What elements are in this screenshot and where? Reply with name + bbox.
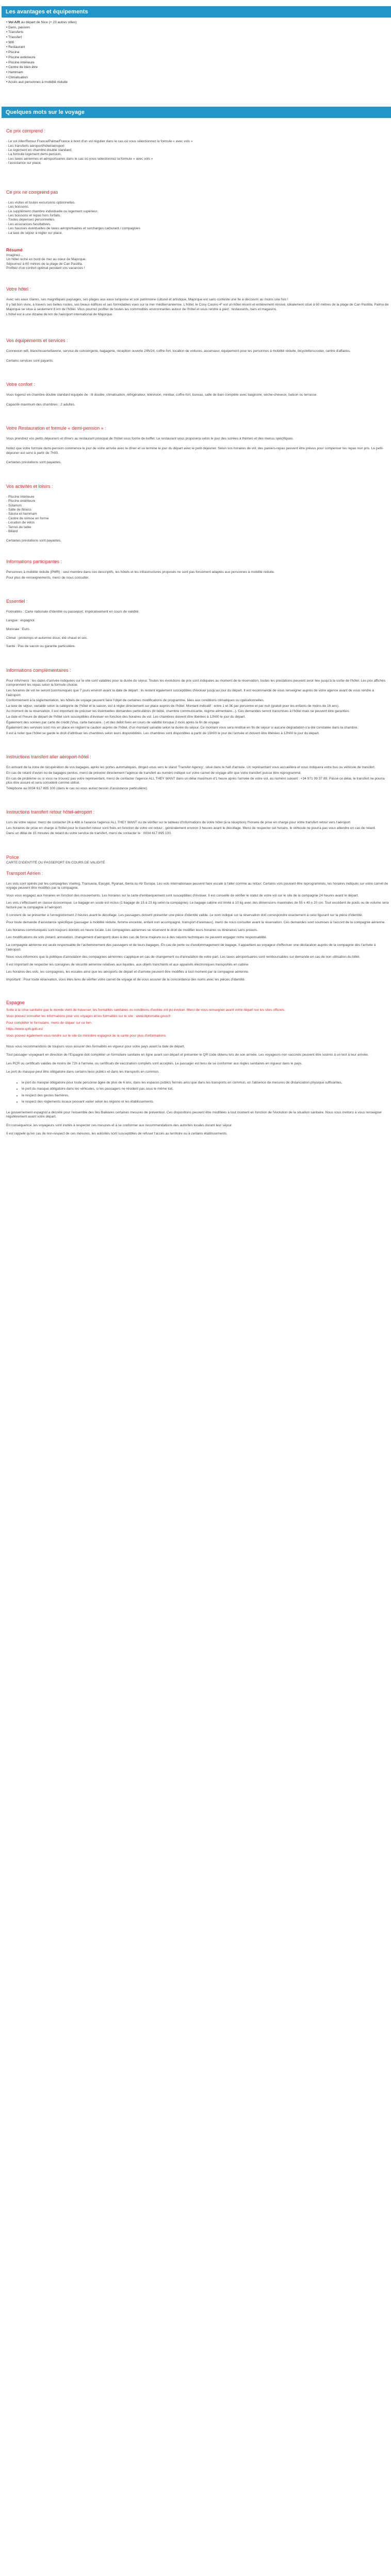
paragraph: Vous logerez en chambre double standard équipée de : lit double, climatisation, réfrigérateur, télévision, minibar, coffre-fort, bureau, salle de bain complète avec baignoire, sèche-cheveux, balcon ou terrasse. — [6, 393, 318, 397]
section-heading: Ce prix ne comprend pas — [6, 189, 58, 195]
paragraph: Tout passager voyageant en direction de l'Espagne doit compléter un formulaire sanitaire en ligne avant son départ et présenter le QR code obtenu lors de son arrivée. Les voyageurs non vaccinés peuvent être soumis à un test à leur arrivée. — [6, 1053, 369, 1057]
paragraph: Les vols s'effectuent en classe économique. Le bagage en soute est inclus (1 bagage de 15 à 23 kg selon la compagnie). Le bagage cabine est limité à 10 kg avec des dimensions maximales de 55 x 40 x 20 cm. Tout excédent de poids ou de volume sera facturé par la compagnie à l'aéroport. — [6, 901, 389, 910]
text-line: - Salle de fitness — [6, 507, 31, 512]
equipment-item-text: Centre de bien-être — [8, 65, 38, 70]
equipment-item-text: Piscine extérieure — [8, 55, 36, 59]
equipment-item-text: Transfert — [8, 36, 22, 40]
text-line: - Les boissons et repas hors forfaits. — [6, 213, 61, 217]
paragraph: Les horaires des vols, les compagnies, les escales ainsi que les aéroports de départ et d'arrivée peuvent être modifiés à tout moment par la compagnie aérienne. — [6, 970, 249, 974]
equipment-item: • Transferts — [6, 30, 24, 35]
paragraph: Les modifications de vols (retard, annulation, changement d'aéroport) dues à des cas de force majeure ou à des raisons techniques ne peuvent engager notre responsabilité. — [6, 936, 267, 940]
equipments-title: Les avantages et équipements — [6, 9, 88, 15]
spain-bullet: • le respect des règlements locaux pouvant varier selon les régions et les établissements. — [22, 1100, 389, 1104]
equipment-item: • Climatisation — [6, 75, 28, 79]
paragraph: Le port du masque peut être obligatoire dans certains lieux publics et dans les transports en commun. — [6, 1070, 159, 1074]
paragraph: Il est important de respecter les consignes de sécurité aérienne relatives aux liquides, aux objets tranchants et aux appareils électroniques transportés en cabine. — [6, 962, 249, 967]
text-line: - La formule logement demi-pension, — [6, 152, 62, 157]
equipment-item-text: Hammam — [8, 70, 23, 74]
text-line: - Les visites et toutes excursions optionnelles. — [6, 200, 76, 205]
red-note: Vous pouvez consulter les informations pour vos voyages et les formalités sur le site : www.diplomatie.gouv.fr — [6, 1014, 171, 1019]
paragraph: Avec ses eaux claires, ses magnifiques paysages, ses plages aux eaux turquoise et son patrimoine culturel et artistique, Majorque est sans conteste une île à découvrir au moins une fois ! — [6, 297, 288, 301]
price-includes — [6, 140, 389, 165]
text-line: - Le supplément chambre individuelle ou logement supérieur. — [6, 209, 99, 213]
paragraph: La taxe de séjour, variable selon la catégorie de l'hôtel et la saison, est à régler directement sur place auprès de l'hôtel. Montant indicatif : entre 1 et 3€ par personne et par nuit (gratuit pour les enfants de moins de 16 ans). — [6, 704, 339, 708]
paragraph: Nous vous recommandons de toujours vous assurer des formalités en vigueur pour votre pays avant la date de départ. — [6, 1044, 185, 1048]
complementary — [6, 679, 389, 736]
paragraph: Pour info/merci : les dates d'arrivée indiquées sur le site sont valables pour la durée du séjour. Toutes les évolutions de prix sont indiquées au moment de la réservation, toutes les prestations peuvent avoir lieu jusqu'à la sortie de l'hôtel. Les prix affichés comprennent les repas selon la formule choisie. — [6, 679, 386, 687]
equipment-item: • Accès aux personnes à mobilité réduite — [6, 80, 68, 84]
paragraph: Conformément à la réglementation, les hôtels de voyage peuvent faire l'objet de certaines modifications de programme, liées aux conditions climatiques ou opérationnelles. — [6, 699, 265, 703]
section-heading: Votre hôtel : — [6, 286, 31, 292]
equipment-item: • Piscine extérieure — [6, 55, 36, 59]
paragraph: En arrivant de la zone de récupération de vos bagages, après les portes automatiques, dirigez-vous vers le stand 'Transfer Agency', situé dans le hall d'arrivée. Un représentant vous accueillera et vous indiquera votre bus ou véhicule de transfert. — [6, 766, 376, 770]
voyage-title: Quelques mots sur le voyage — [6, 109, 85, 116]
text-line: - l'assistance sur place. — [6, 161, 42, 165]
paragraph: Certaines prestations sont payantes. — [6, 461, 62, 465]
equipment-item: • Piscine intérieure — [6, 60, 35, 64]
paragraph: En cas de problème ou si vous ne trouvez pas votre représentant, merci de contacter l'agence ALL THEY WANT dans un délai maximum d'1 heure après l'arrivée de votre vol, au numéro suivant : +34 971 09 37 89. Passé ce délai, le transfert ne pourra plus être assuré et sera considéré comme utilisé. — [6, 776, 385, 785]
text-line: - Centre de remise en forme — [6, 516, 49, 520]
equipment-item: • Dans, passion — [6, 25, 30, 29]
comfort — [6, 393, 389, 407]
paragraph: La compagnie aérienne est seule responsable de l'acheminement des passagers et de leurs bagages. En cas de perte ou d'endommagement de bagage, il appartient au voyageur d'effectuer une déclaration auprès de la compagnie dès l'arrivée à l'aéroport. — [6, 943, 376, 952]
section-heading: Transport Aérien : — [6, 870, 43, 876]
section-heading: Votre confort : — [6, 382, 36, 387]
paragraph: Pour plus de renseignements, merci de nous consulter. — [6, 575, 89, 580]
section-heading: Vos activités et loisirs : — [6, 483, 53, 489]
paragraph: Lors de votre séjour, merci de contacter 24 à 48h à l'avance l'agence ALL THEY WANT ou de vérifier sur le tableau d'informations de votre hôtel (à la réception) l'horaire de prise en charge pour votre transfert retour vers l'aéroport. — [6, 821, 351, 825]
paragraph: CARTE D'IDENTITÉ OU PASSEPORT EN COURS DE VALIDITÉ — [6, 861, 105, 865]
text-line: - Les transferts aéroport/hôtel/aéroport — [6, 144, 64, 148]
paragraph: La date et l'heure de départ de l'hôtel sont susceptibles d'évoluer en fonction des horaires de vol. Les chambres doivent être libérées à 12h00 le jour du départ. — [6, 715, 246, 719]
paragraph: Il est à noter que l'hôtel se garde le droit d'attribuer les chambres selon leurs disponibilités. Les chambres sont disponibles à partir de 15h00 le jour de l'arrivée et doivent être libérées à 12h00 le jour du départ. — [6, 731, 320, 735]
paragraph: Les horaires communiqués sont toujours donnés en heure locale. Les compagnies aériennes se réservent le droit de modifier leurs horaires ou itinéraires sans préavis. — [6, 928, 258, 932]
text-line: - Le logement en chambre double standard, — [6, 148, 72, 152]
paragraph: Les vols sont opérés par les compagnies Vueling, Transavia, Easyjet, Ryanair, Iberia ou Air Europa. Les vols internationaux peuvent faire escale à l'aller comme au retour. Certains vols pouvant être reprogrammés, les horaires indiqués sur votre carnet de voyage peuvent être modifiés par la compagnie. — [6, 882, 388, 890]
paragraph: Il convient de se présenter à l'enregistrement 2 heures avant le décollage. Les passagers doivent présenter une pièce d'identité valide. Le nom indiqué sur la réservation doit correspondre exactement à celui figurant sur la pièce d'identité. — [6, 913, 363, 917]
red-note: Suite à la crise sanitaire que le monde vient de traverser, les formalités sanitaires ou conditions d'entrée ont pu évoluer. Merci de vous renseigner avant votre départ sur les sites officiels. — [6, 1008, 286, 1012]
hotel — [6, 298, 389, 317]
text-line: Profitez d'un confort optimal pendant vos vacances ! — [6, 266, 85, 270]
equipment-item-text: Wifi — [8, 40, 14, 44]
section-heading: Instructions transfert retour hôtel-aéroport : — [6, 809, 95, 815]
paragraph: Au moment de la réservation, il est important de préciser les éventuelles demandes particulières (lit bébé, chambre communicante, régime alimentaire...). Ces demandes seront transmises à l'hôtel mais ne peuvent être garanties. — [6, 709, 350, 714]
paragraph: Les PCR ou certificats valides de moins de 72h à l'arrivée, ou certificats de vaccination complets sont acceptés. Le passager est tenu de se conformer aux règles sanitaires en vigueur dans le pays. — [6, 1061, 303, 1065]
text-line: Climat : printemps et automne doux, été chaud et sec. — [6, 636, 88, 640]
equipment-item: • Centre de bien-être — [6, 65, 38, 70]
text-line — [6, 632, 389, 636]
equipment-item-text: Accès aux personnes à mobilité réduite — [8, 80, 68, 84]
text-line: - Les taxes aériennes et aéroportuaires dans le cas où vous sélectionnez la formule « avec vols » — [6, 157, 153, 161]
paragraph: Personnes à mobilité réduite (PMR) : seul membre dans ces descriptifs, les hôtels et les infrastructures proposés ne sont pas forcément adaptés aux personnes à mobilité réduite. — [6, 570, 275, 574]
spain-bullet: • le respect des gestes barrières, — [22, 1094, 389, 1098]
section-heading: Ce prix comprend : — [6, 128, 46, 134]
equipment-item-text: Transferts — [8, 30, 24, 35]
text-line: Formalités : Carte nationale d'identité ou passeport, impérativement en cours de validité. — [6, 610, 140, 614]
paragraph: Certains services sont payants. — [6, 359, 54, 363]
paragraph: Également des soirées par carte de crédit (Visa, carte bancaire...) et des débit fixés en cours de validité lorsque 2 mois après la fin de voyage. — [6, 720, 220, 724]
equipment-item: • Transfert — [6, 36, 22, 40]
text-line: Séjournez à 60 mètres de la plage de Can Pastilla. — [6, 262, 83, 266]
section-heading: Instructions transfert aller aéroport-hôtel : — [6, 754, 91, 760]
paragraph: Nous vous informons que la politique d'annulation des compagnies aériennes s'applique en cas de changement ou d'annulation de votre part. Les taxes aéroportuaires sont remboursables sur demande en cas de non utilisation du billet. — [6, 955, 361, 959]
text-line: - Piscine extérieure — [6, 499, 36, 503]
equipment-item: • Hammam — [6, 70, 23, 74]
paragraph: Connexion wifi, blanchisserie/laverie, service de conciergerie, bagagerie, réception ouverte 24h/24, coffre-fort, location de voitures, ascenseur, équipement pour les personnes à mobilité réduite, bicyclette/scooter, centre d'affaires. — [6, 349, 351, 353]
spain-final — [6, 1111, 389, 1137]
paragraph: Important : Pour toute réservation, vous êtes tenu de vérifier votre carnet de voyage et de vous assurer de la concordance des noms avec les pièces d'identité. — [6, 977, 246, 981]
text-line: - Billard — [6, 529, 18, 533]
text-line: Un hôtel niché en bord de mer au cœur de Majorque. — [6, 258, 87, 262]
air-transport — [6, 882, 389, 982]
restaurant — [6, 437, 389, 465]
text-line — [6, 640, 389, 645]
paragraph: Pour toute demande d'assistance spécifique (passager à mobilité réduite, femme enceinte, enfant non accompagné, transport d'animaux), merci de nous consulter avant la réservation. Ces demandes sont soumises à l'accord de la compagnie aérienne. — [6, 921, 386, 925]
price-excludes — [6, 201, 389, 235]
equipment-item-text: au départ de Nice (+ 23 autres villes) — [20, 21, 77, 24]
police — [6, 861, 389, 866]
paragraph: Le gouvernement espagnol a décrété pour l'ensemble des îles Baléares certaines mesures de prévention. Ces dispositions peuvent être modifiées à tout moment en fonction de l'évolution de la situation sanitaire. Nous vous invitons à vous renseigner régulièrement avant votre départ. — [6, 1110, 382, 1119]
spain-red-notes — [6, 1008, 389, 1039]
text-line: - La taxe de séjour à régler sur place. — [6, 231, 63, 235]
text-line: - Sauna et hammam — [6, 512, 37, 516]
paragraph: Vous vous engagez aux horaires en fonction des mouvements. Les horaires sur la carte d'embarquement sont susceptibles d'évoluer. Il est conseillé de vérifier le statut de votre vol sur le site de la compagnie 24 heures avant le départ. — [6, 893, 359, 897]
paragraph: Dans un délai de 15 minutes de retard du votre service de transfert, merci de contacter le : 0034 617 895 100. — [6, 832, 172, 836]
spain-bullet: • le port du masque obligatoire dans les véhicules, si les passagers ne résident pas sous le même toit, — [22, 1087, 389, 1091]
paragraph: Téléphone au 0034 617 895 100 (dans le cas où vous auriez besoin d'assistance particulière). — [6, 786, 148, 790]
summary — [6, 253, 389, 271]
paragraph: Notez que votre formule demi-pension commence le jour de votre arrivée avec le dîner et se termine le jour du départ avec le petit déjeuner. Selon vos horaires de vol, des paniers-repas peuvent être prévus pour compenser les repas non pris. Le petit-déjeuner est servi à partir de 7h00. — [6, 446, 384, 455]
section-heading: Résumé — [6, 247, 23, 252]
transfer-return — [6, 821, 389, 836]
red-note: Vous pouvez également vous rendre sur le site du ministère espagnol de la santé pour plus d'informations. — [6, 1033, 167, 1038]
paragraph: Les horaires de prise en charge à l'hôtel pour le transfert retour sont fixés en fonction de votre vol retour : généralement environ 3 heures avant le décollage. Merci de respecter cet horaire, le véhicule ne pourra pas vous attendre en cas de retard. — [6, 826, 376, 830]
services — [6, 349, 389, 363]
equipment-item-text: Climatisation — [8, 75, 28, 79]
equipment-item-text: Piscine — [8, 50, 20, 55]
paragraph: Il y fait bon vivre, à travers ses belles routes, ses beaux édifices et ses formidables vues sur la mer méditerranéenne. L'hôtel, le Cosy Casino 4* est un hôtel récent et entièrement rénové, idéalement situé à 60 mètres de la plage de Can Pastilla. Palma de Majorque se situe à seulement 8 km de l'hôtel. Vous pourrez profiter de toutes les commodités environnantes autour de l'hôtel et vous rendre à pied : restaurants, bars et magasins. — [6, 303, 389, 311]
text-line: Santé : Pas de vaccin ou garantie particulière. — [6, 645, 76, 649]
paragraph: Également des services sont mis en place en réglant la caution auprès de l'hôtel, d'un montant variable selon la durée du séjour. Ce montant vous sera restitué en fin de séjour si aucune dégradation n'a été constatée dans la chambre. — [6, 726, 359, 730]
section-heading: Votre Restauration et formule « demi-pension » : — [6, 426, 106, 431]
activities — [6, 495, 389, 534]
text-line: Langue : espagnol. — [6, 618, 36, 622]
voyage-section — [0, 128, 391, 1137]
text-line: - Les boissons. — [6, 205, 29, 209]
paragraph: Il est rappelé qu'en cas de non-respect de ces mesures, les autorités sont susceptibles de refuser l'accès au territoire ou à certains établissements. — [6, 1132, 228, 1136]
paragraph: Les horaires de vol ne seront communiqués que 7 jours environ avant la date de départ ; ils restent également susceptibles d'évoluer jusqu'au jour du départ. Il est recommandé de vous renseigner auprès de votre agence avant de vous rendre à l'aéroport. — [6, 688, 374, 697]
transfer-outbound — [6, 766, 389, 791]
text-line: - Location de vélos — [6, 521, 35, 525]
paragraph: Capacité maximum des chambres : 2 adultes. — [6, 402, 75, 406]
text-line: - Le vol Aller/Retour France/Palma/France à bord d'un vol régulier dans le cas où vous sélectionnez la formule « avec vols » — [6, 140, 193, 144]
text-line — [6, 615, 389, 619]
text-line — [6, 623, 389, 627]
essentials — [6, 610, 389, 649]
spain-bullets — [22, 1081, 389, 1105]
text-line: Monnaie : Euro. — [6, 627, 30, 631]
equipment-item: • Wifi — [6, 40, 14, 44]
red-note: Pour compléter le formulaire, merci de cliquer sur ce lien : — [6, 1021, 93, 1025]
equipment-item-bold: Vol A/R — [8, 21, 20, 24]
text-line: Imaginez... — [6, 253, 23, 257]
section-heading: Informations complémentaires : — [6, 667, 71, 673]
section-heading: Police — [6, 855, 19, 860]
equipment-item-text: Piscine intérieure — [8, 60, 35, 64]
paragraph: En cas de retard d'avion ou de bagages perdus, merci de prévenir directement l'agence de transfert au numéro indiqué sur votre carnet de voyage afin que votre transfert puisse être reprogrammé. — [6, 771, 302, 775]
text-line: - Les hausses éventuelles de taxes aéroportuaires et surcharges carburant / compagnies — [6, 227, 140, 231]
text-line: - Tennis de table — [6, 525, 31, 529]
equipment-item-text: Dans, passion — [8, 25, 30, 29]
text-line: - Toutes dépenses personnelles. — [6, 218, 55, 222]
section-heading: Essentiel : — [6, 599, 28, 604]
equipment-list — [6, 21, 389, 84]
activities-note — [6, 539, 389, 544]
text-line: - Piscine intérieure — [6, 495, 35, 499]
equipments-title-bar — [2, 6, 391, 18]
equipment-item: • Piscine — [6, 50, 20, 55]
paragraph: En conséquence, les voyageurs sont invités à respecter ces mesures et à se conformer aux recommandations des autorités locales durant leur séjour. — [6, 1123, 233, 1127]
spain-info — [6, 1045, 389, 1075]
equipment-item-text: Restaurant — [8, 45, 25, 49]
text-line: - Les assurances facultatives. — [6, 222, 51, 226]
spain-bullet: • le port du masque obligatoire pour toute personne âgée de plus de 6 ans, dans les espaces publics fermés ainsi que dans les transports en commun, en l'absence de mesures de distanciation physique suffisantes, — [22, 1081, 389, 1085]
paragraph: Certaines prestations sont payantes. — [6, 539, 62, 543]
section-heading: Informations participantes : — [6, 558, 62, 564]
section-heading: Vos équipements et services : — [6, 337, 68, 343]
paragraph: Vous prendrez vos petits déjeuners et dîners au restaurant principal de l'hôtel sous forme de buffet. Le restaurant vous proposera selon le jour des soirées à thèmes et des menus spécifiques. — [6, 437, 294, 441]
red-note: https://www.spth.gob.es/ — [6, 1027, 43, 1031]
text-line: - Solarium — [6, 503, 22, 507]
voyage-title-bar — [2, 107, 391, 118]
equipment-item: • Vol A/R au départ de Nice (+ 23 autres villes) — [6, 21, 77, 24]
equipment-item: • Restaurant — [6, 45, 25, 49]
section-heading: Espagne — [6, 999, 25, 1005]
participants — [6, 570, 389, 580]
paragraph: L'hôtel est à une dizaine de km de l'aéroport international de Majorque. — [6, 313, 113, 317]
